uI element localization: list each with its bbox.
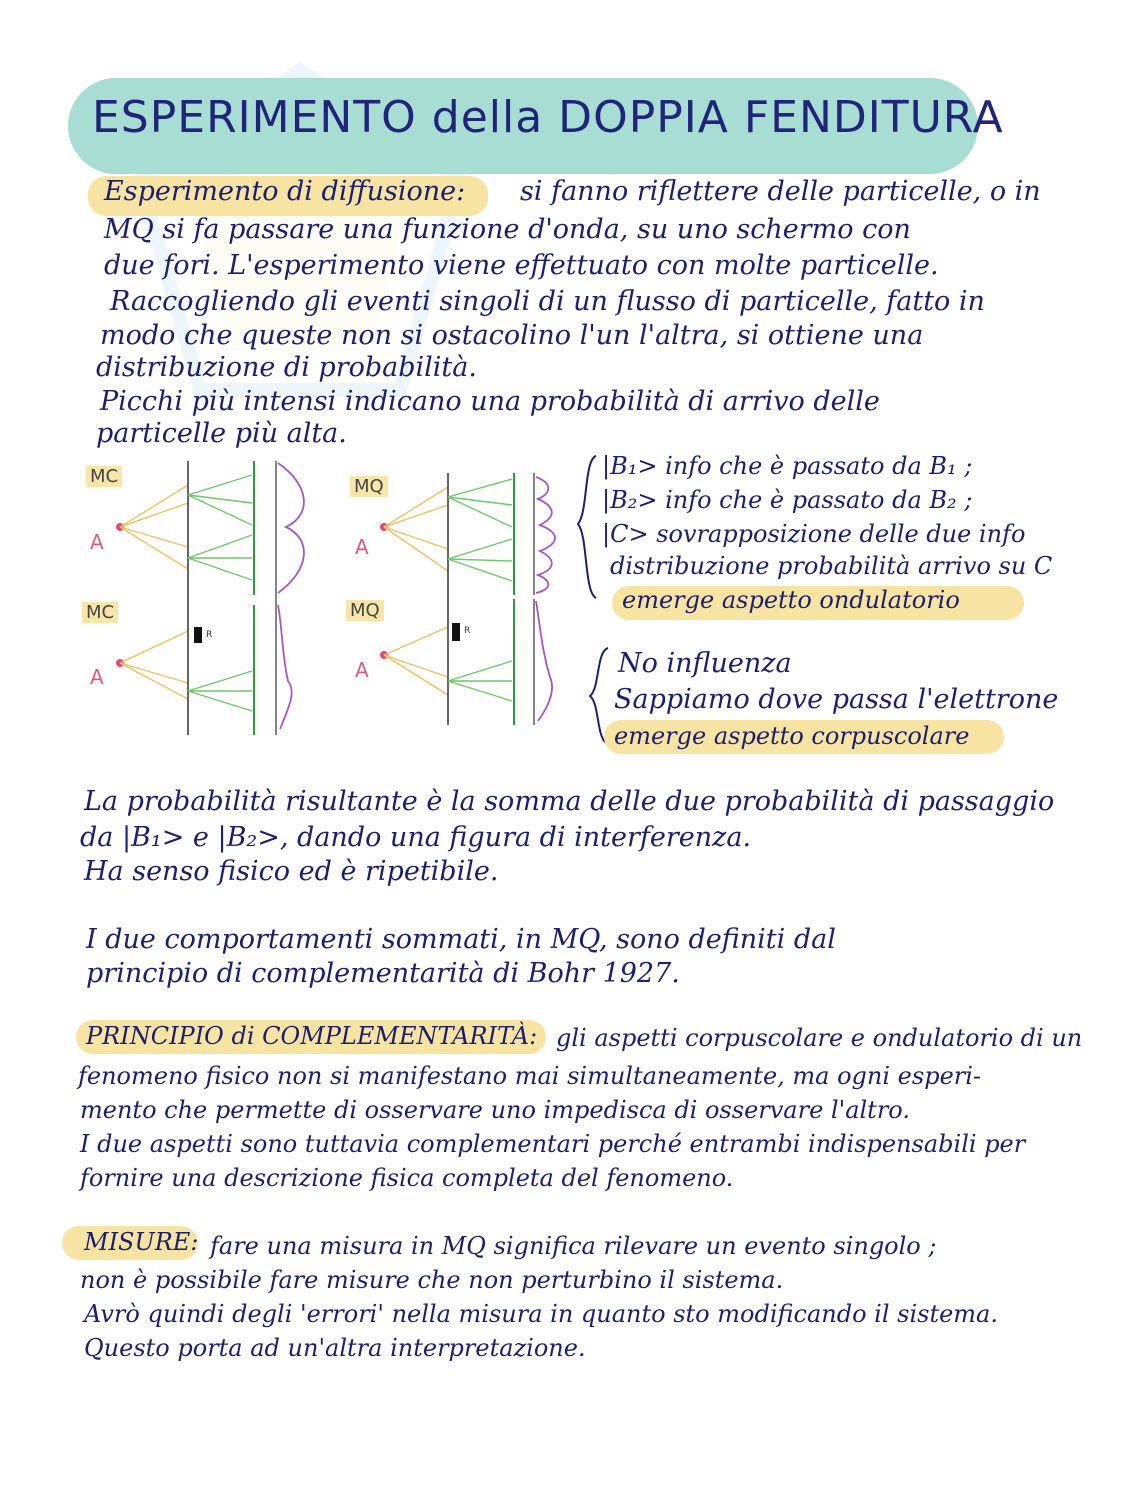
intro-line: distribuzione di probabilità. (96, 352, 477, 383)
page-title: ESPERIMENTO della DOPPIA FENDITURA (92, 92, 1004, 143)
figure-label: MC (82, 602, 118, 623)
diagram-mc-particle (116, 595, 292, 735)
misure-line: fare una misura in MQ significa rilevare un evento singolo ; (210, 1232, 937, 1260)
source-label: A (90, 530, 104, 554)
complementarity-line: mento che permette di osservare uno impedisca di osservare l'altro. (80, 1096, 910, 1124)
diagram-mq-particle (380, 595, 552, 725)
note-line: distribuzione probabilità arrivo su C (610, 552, 1053, 580)
misure-line: non è possibile fare misure che non perturbino il sistema. (80, 1266, 784, 1294)
intro-line: Raccogliendo gli eventi singoli di un flusso di particelle, fatto in (110, 286, 985, 317)
source-label: A (355, 658, 369, 682)
figure-label: MQ (346, 600, 384, 621)
note-line: Sappiamo dove passa l'elettrone (614, 684, 1059, 715)
double-slit-diagrams (80, 455, 580, 745)
misure-term: MISURE: (84, 1228, 199, 1256)
source-label: A (90, 665, 104, 689)
intro-line: MQ si fa passare una funzione d'onda, su uno schermo con (104, 214, 911, 245)
diagram-mc-wave (116, 461, 304, 595)
intro-line: due fori. L'esperimento viene effettuato con molte particelle. (104, 250, 939, 281)
figure-label: MC (86, 466, 122, 487)
paragraph-line: La probabilità risultante è la somma delle due probabilità di passaggio (84, 786, 1055, 817)
detector-label: R (206, 630, 213, 640)
note-emphasis: emerge aspetto corpuscolare (614, 722, 970, 750)
intro-line: si fanno riflettere delle particelle, o in (520, 176, 1041, 207)
brace-top (574, 452, 600, 602)
intro-line: modo che queste non si ostacolino l'un l'altra, si ottiene una (100, 320, 924, 351)
figure-label: MQ (350, 476, 388, 497)
note-line: No influenza (618, 648, 792, 679)
intro-line: Picchi più intensi indicano una probabilità di arrivo delle (100, 386, 880, 417)
paragraph-line: da |B₁> e |B₂>, dando una figura di interferenza. (80, 822, 752, 853)
note-line: |C> sovrapposizione delle due info (602, 520, 1026, 548)
paragraph-line: I due comportamenti sommati, in MQ, sono definiti dal (86, 924, 836, 955)
intro-term: Esperimento di diffusione: (104, 176, 466, 207)
complementarity-line: fornire una descrizione fisica completa del fenomeno. (80, 1164, 734, 1192)
detector-label: R (464, 626, 471, 636)
paragraph-line: Ha senso fisico ed è ripetibile. (84, 856, 499, 887)
source-label: A (355, 535, 369, 559)
note-line: |B₁> info che è passato da B₁ ; (602, 452, 973, 480)
complementarity-line: fenomeno fisico non si manifestano mai simultaneamente, ma ogni esperi- (78, 1062, 982, 1090)
paragraph-line: principio di complementarità di Bohr 1927. (86, 958, 680, 989)
note-emphasis: emerge aspetto ondulatorio (622, 586, 960, 614)
misure-line: Avrò quindi degli 'errori' nella misura in quanto sto modificando il sistema. (84, 1300, 998, 1328)
diagram-mq-wave (380, 473, 555, 595)
complementarity-line: I due aspetti sono tuttavia complementari perché entrambi indispensabili per (80, 1130, 1026, 1158)
complementarity-line: gli aspetti corpuscolare e ondulatorio di un (556, 1024, 1083, 1052)
misure-line: Questo porta ad un'altra interpretazione. (84, 1334, 586, 1362)
note-line: |B₂> info che è passato da B₂ ; (602, 486, 973, 514)
complementarity-term: PRINCIPIO di COMPLEMENTARITÀ: (86, 1022, 538, 1050)
intro-line: particelle più alta. (96, 418, 347, 449)
